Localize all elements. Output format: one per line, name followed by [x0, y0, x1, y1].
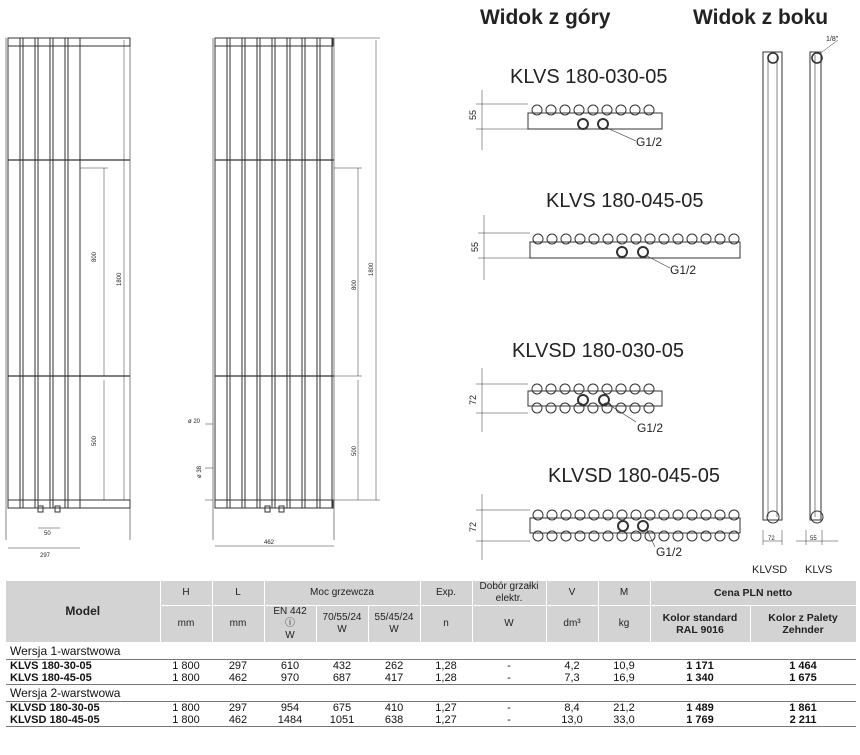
header-t70: 70/55/24 W: [316, 606, 368, 643]
header-h: H: [160, 581, 212, 606]
top-thread-2: G1/2: [670, 263, 697, 277]
top-view-title-1: KLVS 180-030-05: [510, 66, 668, 88]
top-view-1: [476, 90, 662, 150]
dim-500-a: 500: [92, 435, 98, 446]
dim-ø20: ø 20: [188, 419, 201, 425]
unit-l: mm: [212, 606, 264, 643]
dim-1800-a: 1800: [117, 272, 123, 286]
header-exp: Exp.: [420, 581, 472, 606]
header-m: M: [598, 581, 650, 606]
header-moc: Moc grzewcza: [264, 581, 420, 606]
side-vent: 1/8": [826, 36, 839, 43]
dim-ø38: ø 38: [197, 465, 203, 478]
header-pal: Kolor z Palety Zehnder: [750, 606, 856, 643]
table-body: [6, 642, 856, 726]
dim-800-b: 800: [352, 279, 358, 290]
table-row: KLVSD 180-30-05 1 800 297 954 675 410 1,27 - 8,4 21,2 1 489 1 861: [10, 701, 817, 714]
dim-297: 297: [40, 553, 51, 559]
top-thread-3: G1/2: [637, 421, 664, 435]
section-title-1: Wersja 1-warstwowa: [6, 642, 856, 659]
top-dim-4: 72: [468, 521, 478, 532]
side-label-klvsd: KLVSD: [752, 564, 788, 576]
dim-1800-b: 1800: [369, 262, 375, 276]
header-std: Kolor standard RAL 9016: [650, 606, 750, 643]
top-view-4: [476, 494, 740, 560]
top-view-2: [478, 215, 740, 280]
top-view-title-2: KLVS 180-045-05: [546, 190, 704, 212]
header-t55: 55/45/24 W: [368, 606, 420, 643]
unit-n: n: [420, 606, 472, 643]
side-view-klvsd: [763, 52, 782, 545]
side-dim-72: 72: [768, 536, 775, 542]
table-header: [6, 581, 856, 643]
header-cena: Cena PLN netto: [650, 581, 856, 606]
front-view-wide: [205, 38, 380, 546]
table-row: KLVSD 180-45-05 1 800 462 1484 1051 638 1,27 - 13,0 33,0 1 769 2 211: [6, 714, 856, 727]
header-en442: EN 442 ⓘ W: [264, 606, 316, 643]
table-row: KLVS 180-45-05 1 800 462 970 687 417 1,28 - 7,3 16,9 1 340 1 675: [6, 672, 856, 685]
top-dim-3: 72: [468, 394, 478, 405]
top-view-3: [476, 368, 662, 432]
unit-m: kg: [598, 606, 650, 643]
side-dim-55: 55: [810, 536, 817, 542]
dim-800-a: 800: [92, 251, 98, 262]
unit-h: mm: [160, 606, 212, 643]
top-dim-1: 55: [468, 109, 478, 120]
table-row: KLVS 180-30-05 1 800 297 610 432 262 1,28 - 4,2 10,9 1 171 1 464: [10, 659, 817, 672]
header-l: L: [212, 581, 264, 606]
side-view-heading: Widok z boku: [693, 6, 829, 29]
top-dim-2: 55: [470, 241, 480, 252]
dim-500-b: 500: [352, 445, 358, 456]
header-dobor: Dobór grzałki elektr.: [472, 581, 546, 606]
front-view-narrow: [6, 38, 130, 548]
header-model: Model: [6, 581, 160, 643]
top-thread-4: G1/2: [656, 545, 683, 559]
dim-50-a: 50: [44, 531, 51, 537]
top-thread-1: G1/2: [636, 135, 663, 149]
header-v: V: [546, 581, 598, 606]
top-view-heading: Widok z góry: [480, 6, 611, 29]
top-view-title-4: KLVSD 180-045-05: [548, 465, 720, 487]
top-view-title-3: KLVSD 180-030-05: [512, 340, 684, 362]
side-view-klvs: [796, 40, 838, 545]
unit-w: W: [472, 606, 546, 643]
unit-v: dm³: [546, 606, 598, 643]
side-label-klvs: KLVS: [805, 564, 833, 576]
price-table: [6, 580, 857, 727]
section-title-2: Wersja 2-warstwowa: [6, 684, 856, 701]
dim-462: 462: [264, 540, 275, 546]
